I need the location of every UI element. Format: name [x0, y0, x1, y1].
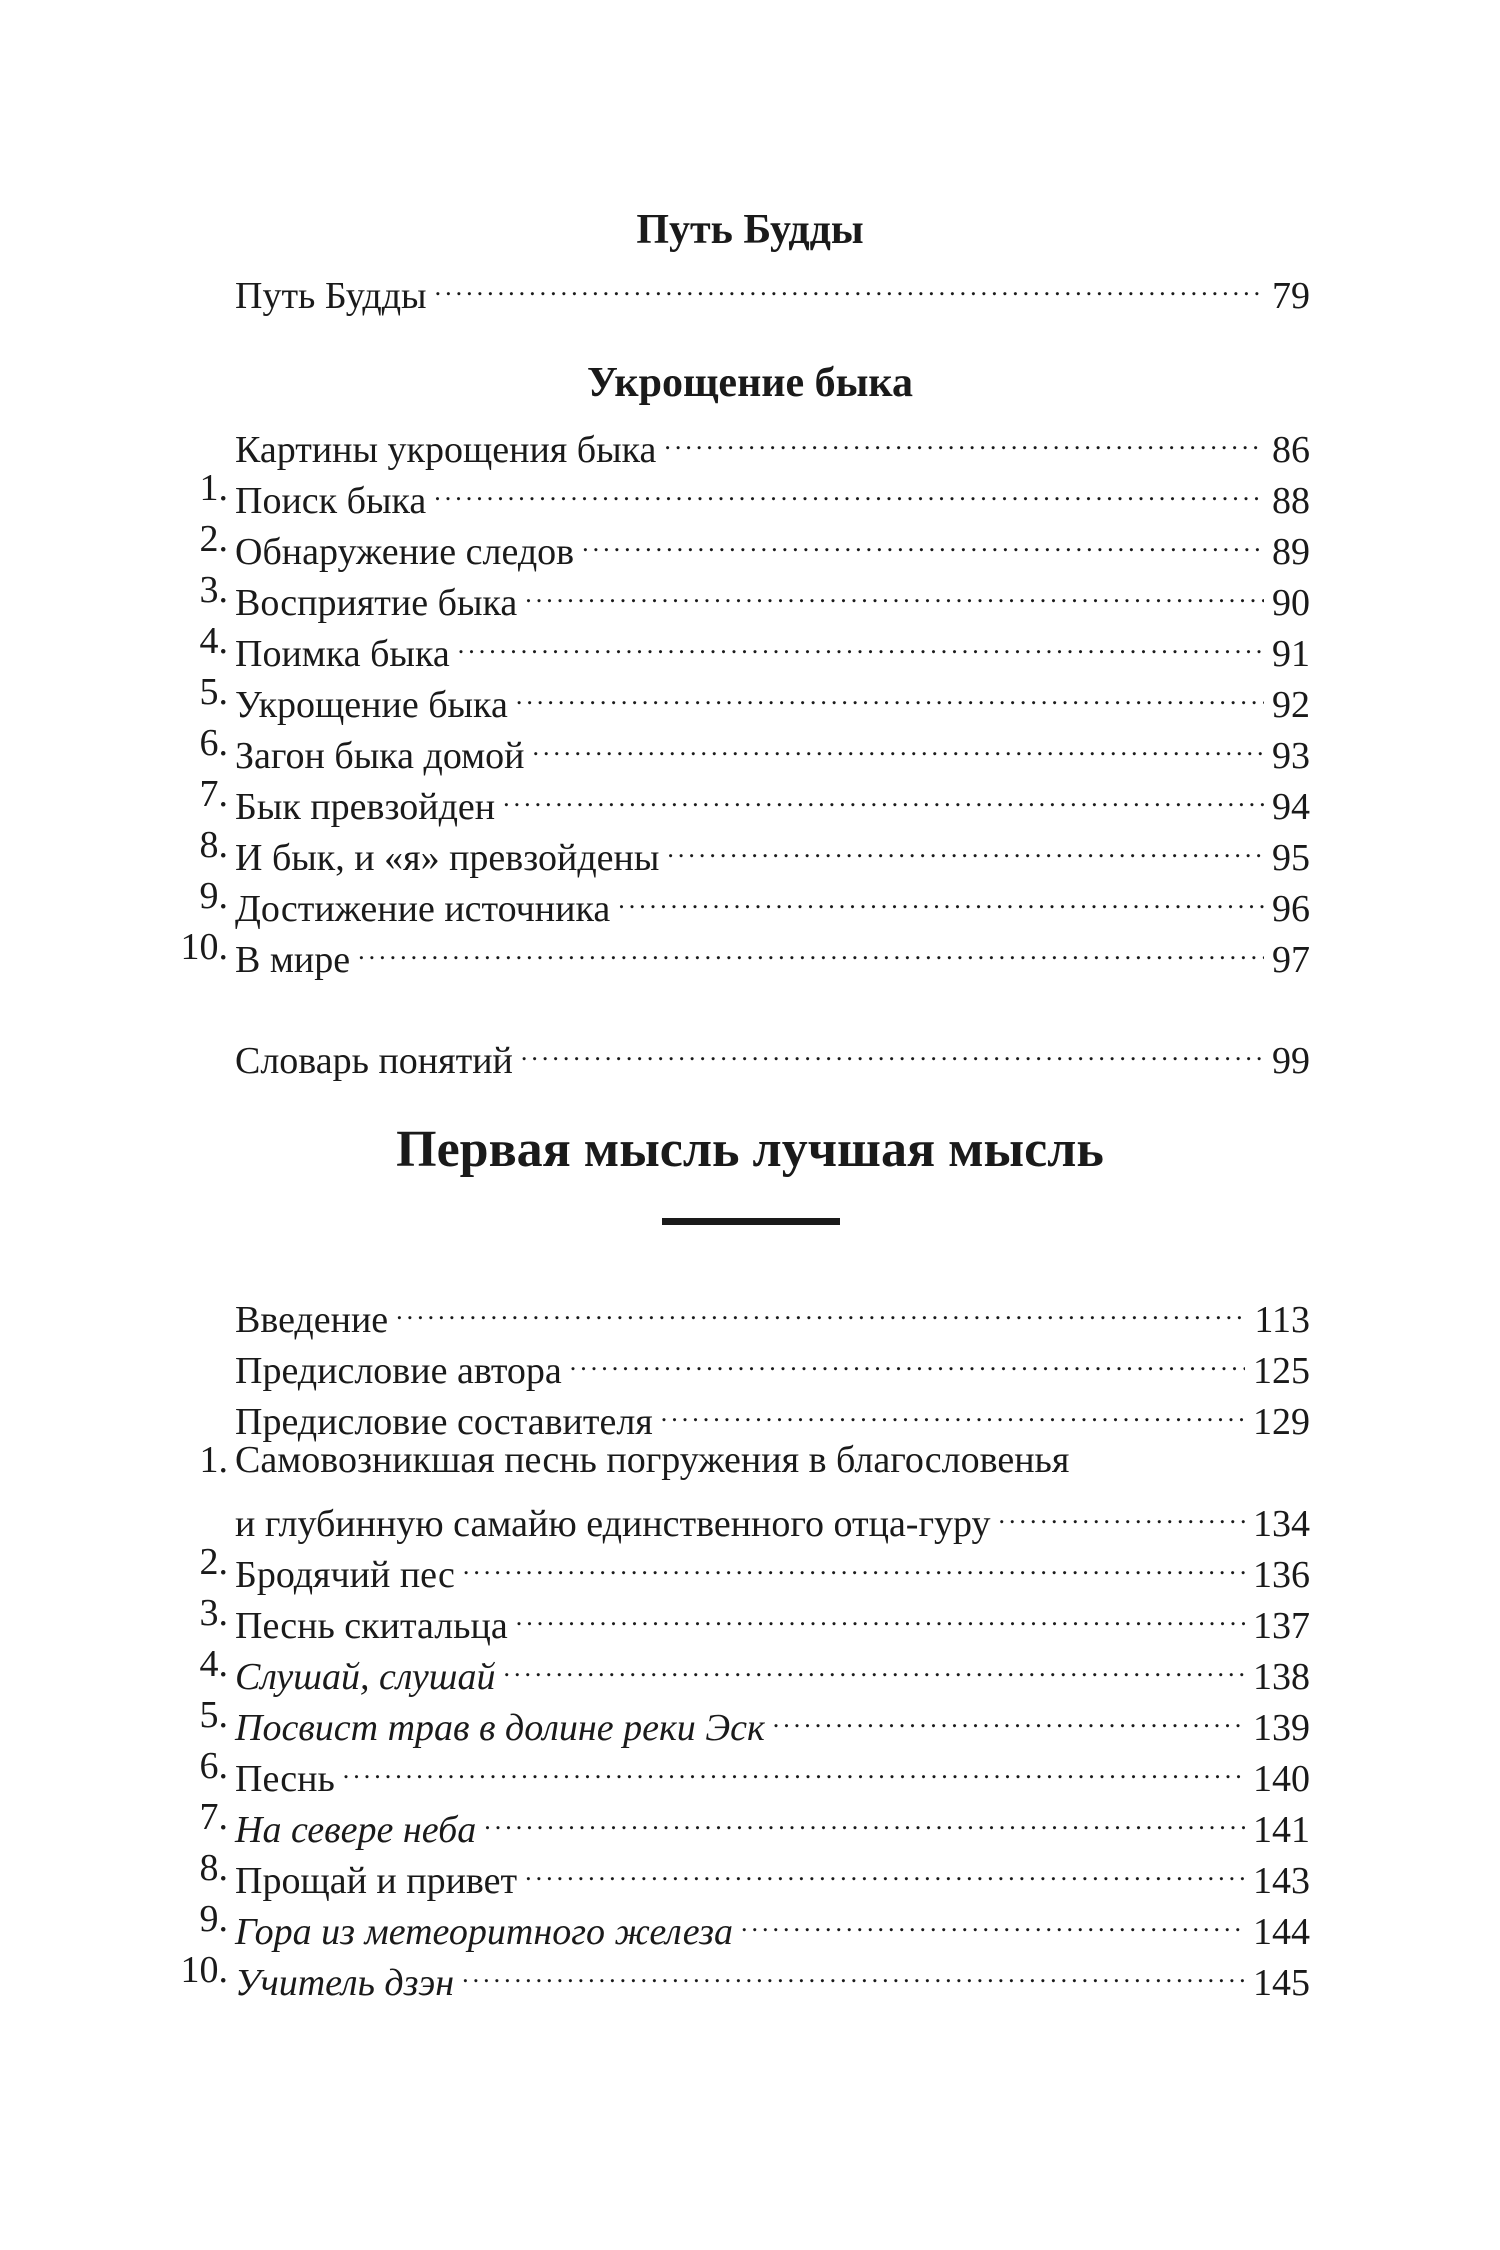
- leader-dots: [516, 667, 1264, 717]
- toc-entry[interactable]: [190, 667, 1310, 726]
- toc-entry[interactable]: [190, 1843, 1310, 1902]
- entry-title: На севере неба: [235, 1809, 477, 1851]
- section-title-buddha-path: Путь Будды: [636, 207, 864, 253]
- leader-dots: [396, 1282, 1246, 1332]
- entry-page: 97: [1272, 939, 1310, 981]
- entry-title: В мире: [235, 939, 351, 981]
- toc-entry[interactable]: [190, 769, 1310, 828]
- leader-dots: [521, 1023, 1264, 1073]
- leader-dots: [343, 1741, 1245, 1791]
- entry-page: 99: [1272, 1040, 1310, 1082]
- entry-title: Предисловие составителя: [235, 1401, 653, 1443]
- entry-page: 93: [1272, 735, 1310, 777]
- entry-page: 134: [1253, 1503, 1310, 1545]
- leader-dots: [533, 718, 1265, 768]
- entry-page: 143: [1253, 1860, 1310, 1902]
- toc-entry[interactable]: [190, 463, 1310, 522]
- entry-title: Песнь: [235, 1758, 335, 1800]
- leader-dots: [516, 1588, 1245, 1638]
- entry-title: Картины укрощения быка: [235, 429, 657, 471]
- entry-title: Укрощение быка: [235, 684, 508, 726]
- entry-title-line-2: и глубинную самайю единственного отца-гуру: [235, 1503, 991, 1545]
- toc-entry[interactable]: [190, 1282, 1310, 1341]
- entry-page: 129: [1253, 1401, 1310, 1443]
- entry-page: 139: [1253, 1707, 1310, 1749]
- toc-entry[interactable]: [190, 871, 1310, 930]
- entry-page: 79: [1272, 275, 1310, 317]
- entry-title: Учитель дзэн: [235, 1962, 455, 2004]
- entry-number: 3.: [199, 569, 228, 611]
- entry-page: 96: [1272, 888, 1310, 930]
- entry-title: Достижение источника: [235, 888, 611, 930]
- toc-entry[interactable]: [190, 1690, 1310, 1749]
- entry-title: Загон быка домой: [235, 735, 525, 777]
- toc-entry[interactable]: [190, 514, 1310, 573]
- entry-title: Бык превзойден: [235, 786, 496, 828]
- part-title: Первая мысль лучшая мысль: [396, 1121, 1104, 1178]
- entry-title: Поиск быка: [235, 480, 427, 522]
- leader-dots: [503, 769, 1264, 819]
- entry-number: 3.: [199, 1592, 228, 1634]
- leader-dots: [525, 1843, 1245, 1893]
- toc-entry[interactable]: [180, 1945, 1310, 2004]
- toc-entry-glossary[interactable]: [190, 1023, 1310, 1082]
- toc-entry[interactable]: [190, 1639, 1310, 1698]
- leader-dots: [458, 616, 1264, 666]
- entry-page: 94: [1272, 786, 1310, 828]
- entry-title: Восприятие быка: [235, 582, 518, 624]
- entry-number: 8.: [199, 824, 228, 866]
- entry-page: 144: [1253, 1911, 1310, 1953]
- entry-number: 1.: [199, 467, 228, 509]
- entry-page: 88: [1272, 480, 1310, 522]
- entry-page: 95: [1272, 837, 1310, 879]
- entry-page: 137: [1253, 1605, 1310, 1647]
- leader-dots: [358, 922, 1264, 972]
- toc-entry[interactable]: [190, 565, 1310, 624]
- entry-page: 113: [1254, 1299, 1310, 1341]
- leader-dots: [503, 1639, 1245, 1689]
- entry-title-line-1: Самовозникшая песнь погружения в благословенья: [235, 1439, 1070, 1481]
- toc-entry[interactable]: [190, 258, 1310, 317]
- entry-title: Посвист трав в долине реки Эск: [235, 1707, 765, 1749]
- entry-page: 90: [1272, 582, 1310, 624]
- toc-entry[interactable]: [190, 1537, 1310, 1596]
- entry-page: 89: [1272, 531, 1310, 573]
- entry-title: Обнаружение следов: [235, 531, 575, 573]
- toc-entry[interactable]: [190, 1792, 1310, 1851]
- entry-page: 141: [1253, 1809, 1310, 1851]
- toc-entry-long-second-line[interactable]: [190, 1486, 1310, 1545]
- section-title-ox-taming: Укрощение быка: [587, 360, 913, 406]
- entry-number: 9.: [199, 875, 228, 917]
- entry-page: 136: [1253, 1554, 1310, 1596]
- entry-number: 5.: [199, 1694, 228, 1736]
- entry-title: И бык, и «я» превзойдены: [235, 837, 660, 879]
- leader-dots: [525, 565, 1264, 615]
- entry-number: 7.: [199, 1796, 228, 1838]
- entry-number: 10.: [180, 1949, 228, 1991]
- leader-dots: [773, 1690, 1245, 1740]
- entry-number: 6.: [199, 1745, 228, 1787]
- toc-entry[interactable]: [190, 412, 1310, 471]
- entry-number: 10.: [180, 926, 228, 968]
- entry-page: 138: [1253, 1656, 1310, 1698]
- toc-entry[interactable]: [190, 1588, 1310, 1647]
- entry-page: 125: [1253, 1350, 1310, 1392]
- entry-title: Прощай и привет: [235, 1860, 518, 1902]
- entry-title: Введение: [235, 1299, 389, 1341]
- entry-number: 2.: [199, 518, 228, 560]
- entry-number: 2.: [199, 1541, 228, 1583]
- leader-dots: [999, 1486, 1245, 1536]
- toc-entry[interactable]: [190, 1384, 1310, 1443]
- leader-dots: [661, 1384, 1245, 1434]
- leader-dots: [484, 1792, 1245, 1842]
- entry-number: 9.: [199, 1898, 228, 1940]
- entry-page: 92: [1272, 684, 1310, 726]
- leader-dots: [570, 1333, 1245, 1383]
- entry-title: Путь Будды: [235, 275, 427, 317]
- title-rule: [662, 1218, 840, 1225]
- entry-title: Поимка быка: [235, 633, 450, 675]
- leader-dots: [463, 1537, 1245, 1587]
- entry-title: Песнь скитальца: [235, 1605, 508, 1647]
- toc-entry[interactable]: [190, 718, 1310, 777]
- toc-entry[interactable]: [190, 820, 1310, 879]
- entry-number: 6.: [199, 722, 228, 764]
- leader-dots: [618, 871, 1264, 921]
- toc-entry[interactable]: [190, 616, 1310, 675]
- entry-title: Словарь понятий: [235, 1040, 513, 1082]
- toc-entry[interactable]: [190, 1741, 1310, 1800]
- leader-dots: [664, 412, 1264, 462]
- entry-title: Бродячий пес: [235, 1554, 455, 1596]
- entry-title: Слушай, слушай: [235, 1656, 496, 1698]
- toc-entry[interactable]: [190, 1894, 1310, 1953]
- entry-page: 91: [1272, 633, 1310, 675]
- entry-page: 86: [1272, 429, 1310, 471]
- leader-dots: [435, 258, 1264, 308]
- entry-page: 145: [1253, 1962, 1310, 2004]
- entry-number: 5.: [199, 671, 228, 713]
- entry-page: 140: [1253, 1758, 1310, 1800]
- entry-title: Предисловие автора: [235, 1350, 562, 1392]
- entry-number: 1.: [199, 1439, 228, 1481]
- leader-dots: [741, 1894, 1245, 1944]
- toc-entry-long-first-line[interactable]: [190, 1435, 1310, 1485]
- entry-number: 8.: [199, 1847, 228, 1889]
- entry-number: 4.: [199, 620, 228, 662]
- entry-title: Гора из метеоритного железа: [235, 1911, 733, 1953]
- leader-dots: [667, 820, 1264, 870]
- entry-number: 4.: [199, 1643, 228, 1685]
- toc-entry[interactable]: [180, 922, 1310, 981]
- leader-dots: [582, 514, 1264, 564]
- leader-dots: [434, 463, 1264, 513]
- leader-dots: [462, 1945, 1245, 1995]
- entry-number: 7.: [199, 773, 228, 815]
- toc-entry[interactable]: [190, 1333, 1310, 1392]
